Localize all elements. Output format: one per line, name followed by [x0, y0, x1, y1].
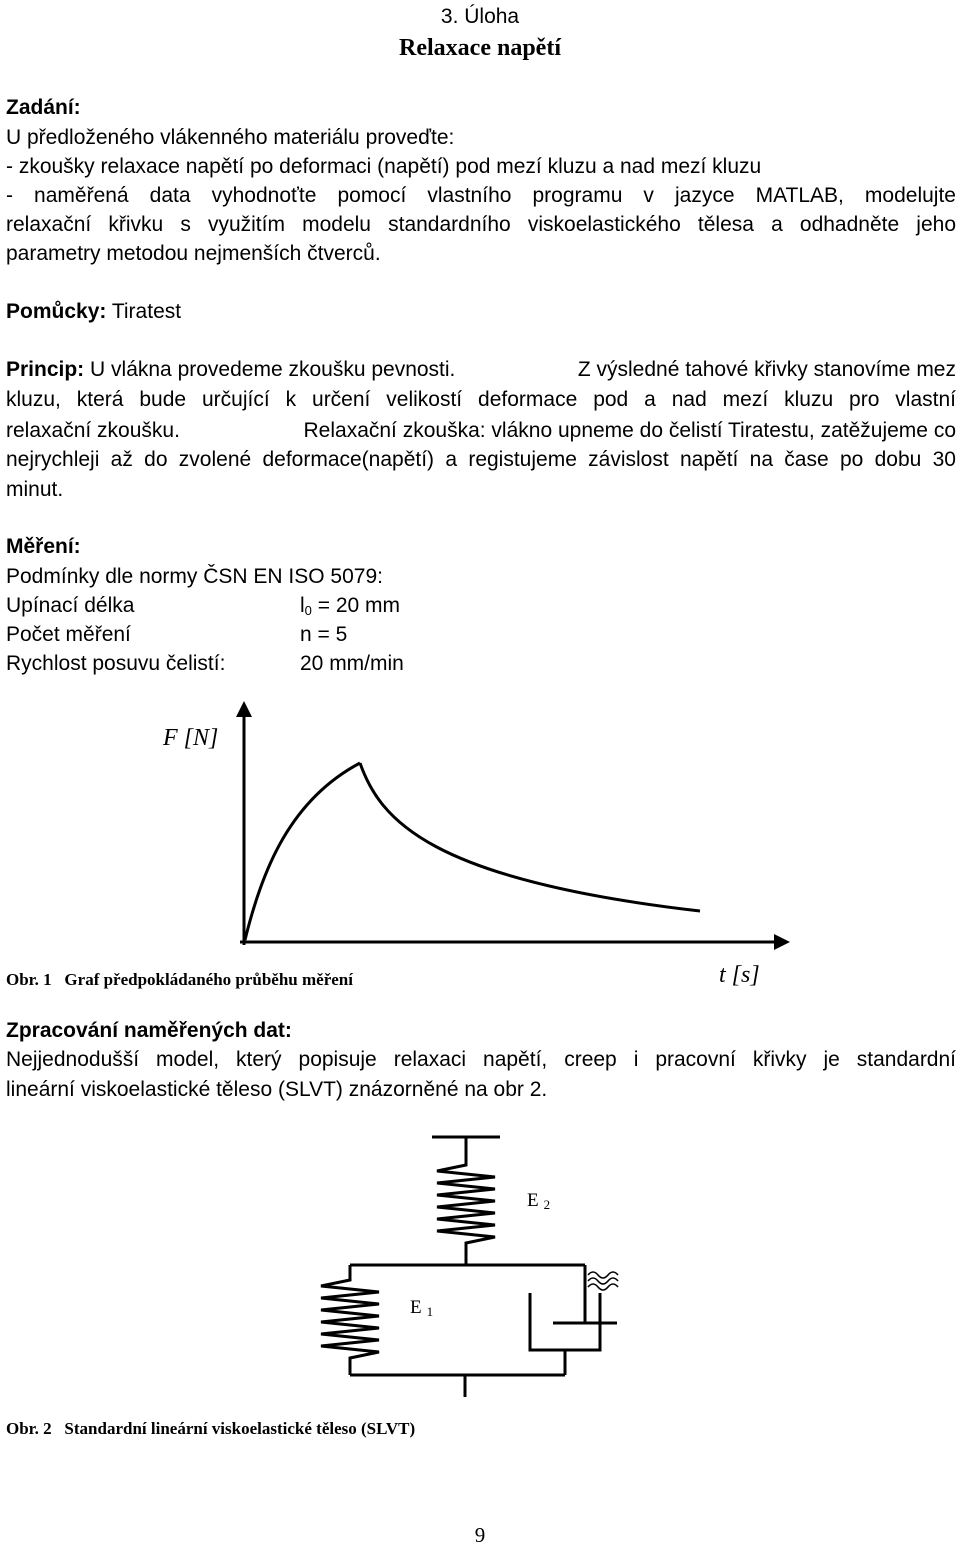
figure-2-caption	[6, 1419, 415, 1439]
e1-sub: 1	[426, 1304, 434, 1319]
y-axis-arrow	[236, 701, 252, 717]
page-number: 9	[474, 1523, 486, 1547]
spring-e2	[437, 1137, 495, 1265]
princip-line-1-left	[6, 358, 455, 382]
princip-text-1: U vlákna provedeme zkoušku pevnosti.	[90, 358, 456, 381]
e2-symbol: E	[527, 1190, 539, 1211]
zadani-item-2-line-3: parametry metodou nejmenších čtverců.	[6, 242, 381, 265]
task-number: 3. Úloha	[440, 5, 520, 28]
page-title: Relaxace napětí	[399, 35, 561, 61]
viscous-fluid-icon	[588, 1272, 618, 1290]
x-axis-label: t [s]	[719, 962, 760, 988]
figure-1-caption	[6, 970, 353, 990]
figure-1-graph	[0, 695, 960, 995]
zpracovani-heading: Zpracování naměřených dat:	[6, 1019, 292, 1042]
relaxation-curve	[360, 763, 700, 911]
e1-label	[410, 1297, 433, 1319]
mereni-row-value: 20 mm/min	[300, 652, 404, 675]
princip-line-5: minut.	[6, 478, 64, 501]
x-axis-arrow	[774, 934, 790, 950]
princip-text-1b: Z výsledné tahové křivky stanovíme mez	[577, 358, 956, 381]
mereni-row-value	[300, 594, 400, 618]
y-axis-label: F [N]	[163, 725, 219, 751]
pomucky-value: Tiratest	[111, 300, 182, 323]
e2-label	[527, 1190, 550, 1212]
pomucky-label: Pomůcky:	[6, 300, 107, 323]
figure-2-caption-text: Standardní lineární viskoelastické těleso (SLVT)	[64, 1419, 416, 1438]
figure-1-caption-number: Obr. 1	[6, 970, 52, 989]
mereni-symbol: l	[300, 594, 305, 617]
zpracovani-line-1: Nejjednodušší model, který popisuje relaxaci napětí, creep i pracovní křivky je standardní	[6, 1048, 956, 1071]
zadani-intro: U předloženého vlákenného materiálu proveďte:	[6, 126, 455, 149]
figure-1-caption-text: Graf předpokládaného průběhu měření	[64, 970, 353, 989]
mereni-row-label: Rychlost posuvu čelistí:	[6, 652, 226, 675]
princip-label: Princip:	[6, 358, 85, 381]
e1-symbol: E	[410, 1297, 422, 1318]
zpracovani-line-2: lineární viskoelastické těleso (SLVT) znázorněné na obr 2.	[6, 1078, 548, 1101]
figure-2-caption-number: Obr. 2	[6, 1419, 52, 1438]
e2-sub: 2	[543, 1197, 551, 1212]
pomucky-line	[6, 300, 181, 324]
mereni-value: = 20 mm	[311, 594, 401, 617]
zadani-item-2-line-2: relaxační křivku s využitím modelu standardního viskoelastického tělesa a odhadněte jeho	[6, 213, 956, 236]
mereni-norm: Podmínky dle normy ČSN EN ISO 5079:	[6, 565, 383, 588]
mereni-row-value: n = 5	[300, 623, 348, 646]
zadani-heading: Zadání:	[6, 96, 81, 119]
princip-line-4: nejrychleji až do zvolené deformace(napětí) a registujeme závislost napětí na čase po dobu 30	[6, 448, 956, 471]
princip-text-3a: relaxační zkoušku.	[6, 419, 180, 442]
zadani-item-1: - zkoušky relaxace napětí po deformaci (napětí) pod mezí kluzu a nad mezí kluzu	[6, 155, 762, 178]
princip-line-1	[6, 358, 956, 382]
mereni-symbol-sub: 0	[304, 603, 312, 618]
princip-text-3b: Relaxační zkouška: vlákno upneme do čelistí Tiratestu, zatěžujeme co	[303, 419, 956, 442]
spring-e1	[321, 1265, 379, 1375]
zadani-item-2-line-1: - naměřená data vyhodnoťte pomocí vlastního programu v jazyce MATLAB, modelujte	[6, 184, 956, 207]
mereni-row-label: Upínací délka	[6, 594, 135, 617]
mereni-row-label: Počet měření	[6, 623, 131, 646]
princip-line-2: kluzu, která bude určující k určení velikostí deformace pod a nad mezí kluzu pro vlastní	[6, 388, 956, 411]
mereni-heading: Měření:	[6, 535, 81, 558]
figure-2-schematic	[0, 1125, 960, 1415]
princip-line-3	[6, 419, 956, 443]
loading-curve	[245, 763, 360, 940]
